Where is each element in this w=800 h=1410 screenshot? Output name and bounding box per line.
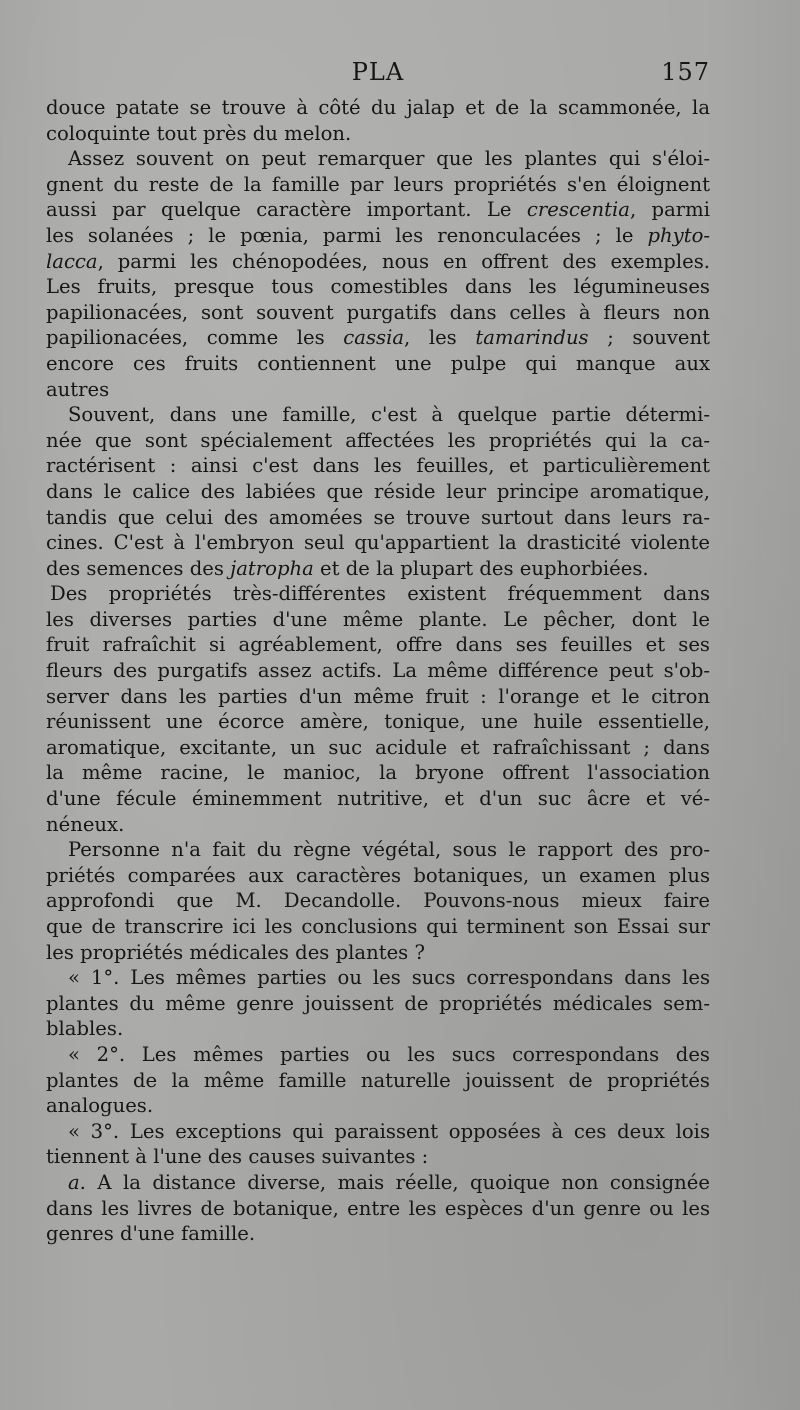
text-line: aromatique, excitante, un suc acidule et rafraîchissant ; dans — [46, 735, 710, 759]
text-run: papilionacées, comme les — [46, 326, 344, 350]
text-line: réunissent une écorce amère, tonique, une huile essentielle, — [46, 710, 710, 734]
text-line: dans le calice des labiées que réside leur principe aromatique, — [46, 479, 710, 503]
text-run: ; souvent — [588, 326, 710, 350]
botanical-name: jatropha — [230, 556, 314, 580]
text-line — [46, 249, 710, 275]
text-line: fruit rafraîchit si agréablement, offre dans ses feuilles et ses — [46, 633, 710, 657]
text-line — [46, 556, 710, 582]
text-line: blables. — [46, 1017, 124, 1041]
text-line: tandis que celui des amomées se trouve surtout dans leurs ra- — [46, 505, 710, 529]
text-run: , parmi — [629, 198, 710, 222]
text-line: Les fruits, presque tous comestibles dans les légumineuses — [46, 275, 710, 299]
text-line: Personne n'a fait du règne végétal, sous le rapport des pro- — [68, 838, 710, 862]
text-line: dans les livres de botanique, entre les espèces d'un genre ou les — [46, 1196, 710, 1220]
text-line: plantes de la même famille naturelle jouissent de propriétés — [46, 1068, 710, 1092]
page-number: 157 — [661, 58, 710, 86]
text-line: Assez souvent on peut remarquer que les plantes qui s'éloi- — [68, 147, 710, 171]
text-run: aussi par quelque caractère important. Le — [46, 198, 527, 222]
text-line: coloquinte tout près du melon. — [46, 121, 352, 145]
text-run: , les — [404, 326, 476, 350]
text-line: néneux. — [46, 812, 125, 836]
text-line — [46, 197, 710, 223]
text-line: née que sont spécialement affectées les propriétés qui la ca- — [46, 428, 710, 452]
text-line: Souvent, dans une famille, c'est à quelque partie détermi- — [68, 403, 710, 427]
botanical-name: lacca — [46, 249, 98, 273]
text-line — [46, 1170, 710, 1196]
text-line — [46, 325, 710, 351]
botanical-name: tamarindus — [475, 326, 589, 350]
text-line: Des propriétés très-différentes existent fréquemment dans — [50, 582, 710, 606]
text-line: tiennent à l'une des causes suivantes : — [46, 1145, 429, 1169]
botanical-name: cassia — [343, 326, 405, 350]
text-line: analogues. — [46, 1094, 154, 1118]
text-line: les diverses parties d'une même plante. Le pêcher, dont le — [46, 607, 710, 631]
text-line: fleurs des purgatifs assez actifs. La même différence peut s'ob- — [46, 659, 710, 683]
text-line: gnent du reste de la famille par leurs propriétés s'en éloignent — [46, 172, 710, 196]
text-run: , parmi les chénopodées, nous en offrent des exemples. — [97, 249, 710, 273]
botanical-name: phyto- — [647, 223, 710, 247]
text-line: plantes du même genre jouissent de propriétés médicales sem- — [46, 991, 710, 1015]
text-line: encore ces fruits contiennent une pulpe qui manque aux — [46, 351, 710, 375]
text-line: « 2°. Les mêmes parties ou les sucs correspondans des — [68, 1042, 710, 1066]
text-line: papilionacées, sont souvent purgatifs dans celles à fleurs non — [46, 300, 710, 324]
text-line: genres d'une famille. — [46, 1222, 256, 1246]
text-run: des semences des — [46, 556, 231, 580]
botanical-name: crescentia — [526, 198, 630, 222]
text-line: ractérisent : ainsi c'est dans les feuilles, et particulièrement — [46, 454, 710, 478]
text-line: server dans les parties d'un même fruit : l'orange et le citron — [46, 684, 710, 708]
running-title: PLA — [351, 58, 405, 86]
text-line: douce patate se trouve à côté du jalap et de la scammonée, la — [46, 96, 710, 119]
text-line: priétés comparées aux caractères botaniques, un examen plus — [46, 863, 710, 887]
list-marker: a. — [68, 1170, 86, 1194]
text-line: « 1°. Les mêmes parties ou les sucs correspondans dans les — [68, 966, 710, 990]
page-header — [46, 58, 710, 88]
text-line: autres — [46, 377, 110, 401]
text-line: la même racine, le manioc, la bryone offrent l'association — [46, 761, 710, 785]
text-line: les propriétés médicales des plantes ? — [46, 940, 425, 964]
text-run: les solanées ; le pœnia, parmi les renonculacées ; le — [46, 223, 648, 247]
text-line: que de transcrire ici les conclusions qui terminent son Essai sur — [46, 915, 710, 938]
text-run: et de la plupart des euphorbiées. — [313, 556, 649, 580]
text-line: « 3°. Les exceptions qui paraissent opposées à ces deux lois — [68, 1119, 710, 1143]
body-text — [46, 95, 710, 1247]
text-run: A la distance diverse, mais réelle, quoique non consignée — [85, 1170, 710, 1194]
text-line: cines. C'est à l'embryon seul qu'appartient la drasticité violente — [46, 531, 710, 555]
text-line: d'une fécule éminemment nutritive, et d'un suc âcre et vé- — [46, 787, 710, 811]
text-line: approfondi que M. Decandolle. Pouvons-nous mieux faire — [46, 889, 710, 913]
text-line — [46, 223, 710, 249]
